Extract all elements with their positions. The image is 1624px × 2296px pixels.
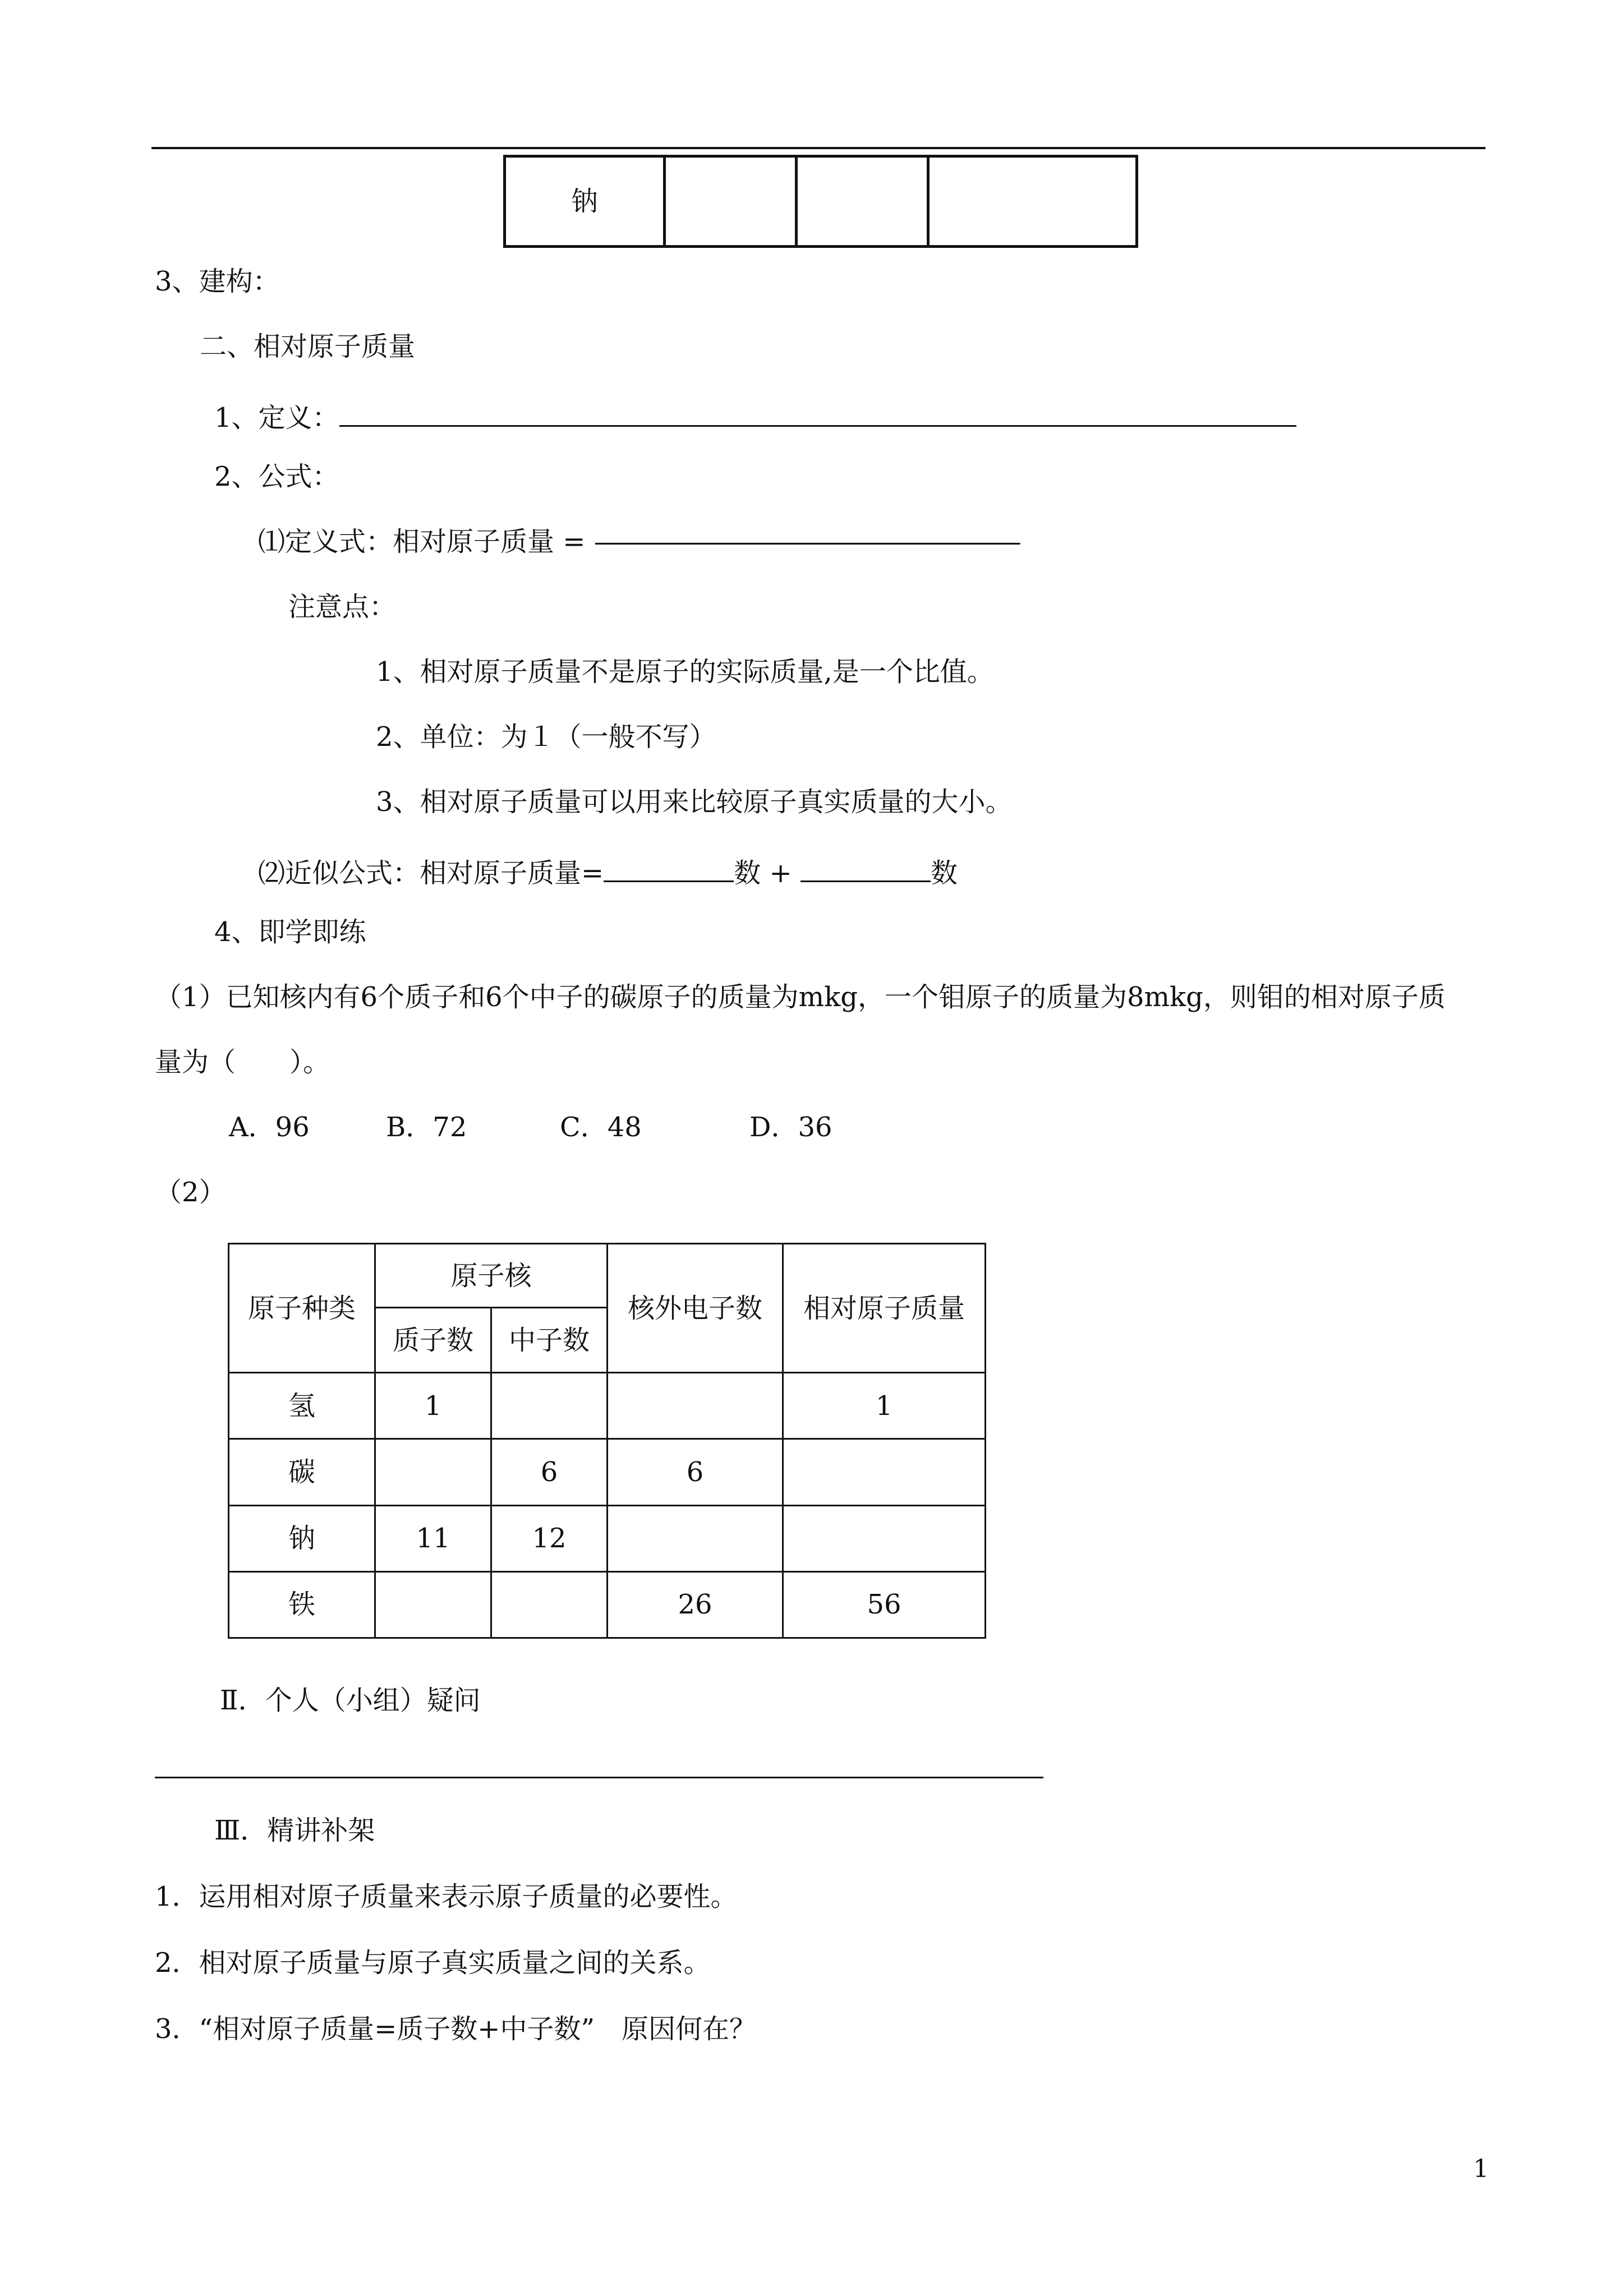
- question-2-label: （2）: [155, 1177, 226, 1208]
- approx-mid: 数 +: [734, 857, 801, 889]
- header-neutrons: 中子数: [491, 1308, 608, 1373]
- cell-electrons: 6: [608, 1439, 783, 1505]
- empty-cell: [797, 156, 928, 247]
- question-1-line-1: （1）已知核内有6个质子和6个中子的碳原子的质量为mkg，一个钼原子的质量为8mkg，则钼的相对原子质: [155, 981, 1446, 1013]
- cell-neutrons: 12: [491, 1505, 608, 1571]
- note-item: 2、单位：为１（一般不写）: [376, 721, 716, 753]
- cell-protons: [375, 1439, 491, 1505]
- cell-electrons: [608, 1505, 783, 1571]
- cell-name: 铁: [229, 1571, 375, 1638]
- cell-electrons: [608, 1373, 783, 1439]
- answer-line: [155, 1777, 1043, 1778]
- table-row: [229, 1373, 986, 1439]
- option-b: B．72: [386, 1112, 467, 1143]
- approx-suffix: 数: [930, 857, 958, 889]
- option-a: A．96: [229, 1112, 310, 1143]
- fraction-line: ——————————————————: [594, 526, 1018, 557]
- note-item: 1、相对原子质量不是原子的实际质量,是一个比值。: [376, 656, 994, 688]
- heading-relative-atomic-mass: 二、相对原子质量: [200, 331, 416, 362]
- header-electrons: 核外电子数: [608, 1244, 783, 1373]
- option-c: C．48: [560, 1112, 642, 1143]
- header-rule: [151, 147, 1485, 149]
- top-table: [503, 155, 1138, 248]
- section-ii-title: Ⅱ．个人（小组）疑问: [220, 1685, 481, 1716]
- cell-mass: [783, 1439, 986, 1505]
- notes-title: 注意点：: [288, 591, 397, 623]
- atom-table: [228, 1243, 986, 1639]
- table-row: [505, 156, 1137, 247]
- approx-blank-2: [801, 854, 931, 882]
- definition-label: 1、定义：: [214, 402, 339, 434]
- practice-title: 4、即学即练: [214, 916, 366, 948]
- definition-formula: [258, 528, 1018, 555]
- cell-name: 碳: [229, 1439, 375, 1505]
- cell-neutrons: [491, 1571, 608, 1638]
- header-relative-mass: 相对原子质量: [783, 1244, 986, 1373]
- cell-name: 氢: [229, 1373, 375, 1439]
- definition-line: [214, 398, 1296, 434]
- definition-blank: [339, 398, 1296, 427]
- approx-prefix: ⑵近似公式：相对原子质量=: [258, 857, 604, 889]
- point-item: 3．“相对原子质量=质子数+中子数” 原因何在？: [155, 2013, 757, 2045]
- page-number: 1: [1473, 2155, 1489, 2183]
- table-header-row: [229, 1244, 986, 1308]
- approx-formula: [258, 854, 958, 887]
- header-protons: 质子数: [375, 1308, 491, 1373]
- point-item: 1．运用相对原子质量来表示原子质量的必要性。: [155, 1881, 738, 1912]
- cell-protons: 1: [375, 1373, 491, 1439]
- element-cell: 钠: [505, 156, 665, 247]
- cell-mass: 56: [783, 1571, 986, 1638]
- cell-mass: 1: [783, 1373, 986, 1439]
- header-atom-type: 原子种类: [229, 1244, 375, 1373]
- header-nucleus: 原子核: [375, 1244, 608, 1308]
- empty-cell: [928, 156, 1137, 247]
- cell-neutrons: 6: [491, 1439, 608, 1505]
- note-item: 3、相对原子质量可以用来比较原子真实质量的大小。: [376, 786, 1013, 818]
- point-item: 2．相对原子质量与原子真实质量之间的关系。: [155, 1947, 711, 1979]
- cell-protons: 11: [375, 1505, 491, 1571]
- cell-mass: [783, 1505, 986, 1571]
- approx-blank-1: [604, 854, 734, 882]
- cell-protons: [375, 1571, 491, 1638]
- option-d: D．36: [749, 1112, 832, 1143]
- section-3-title: 3、建构：: [155, 266, 280, 297]
- cell-electrons: 26: [608, 1571, 783, 1638]
- empty-cell: [665, 156, 797, 247]
- section-iii-title: Ⅲ．精讲补架: [214, 1815, 375, 1846]
- definition-formula-prefix: ⑴定义式：相对原子质量 =: [258, 526, 594, 557]
- formula-label: 2、公式：: [214, 461, 339, 492]
- table-row: [229, 1439, 986, 1505]
- table-row: [229, 1505, 986, 1571]
- cell-name: 钠: [229, 1505, 375, 1571]
- cell-neutrons: [491, 1373, 608, 1439]
- table-row: [229, 1571, 986, 1638]
- question-1-line-2: 量为（ ）。: [155, 1046, 330, 1078]
